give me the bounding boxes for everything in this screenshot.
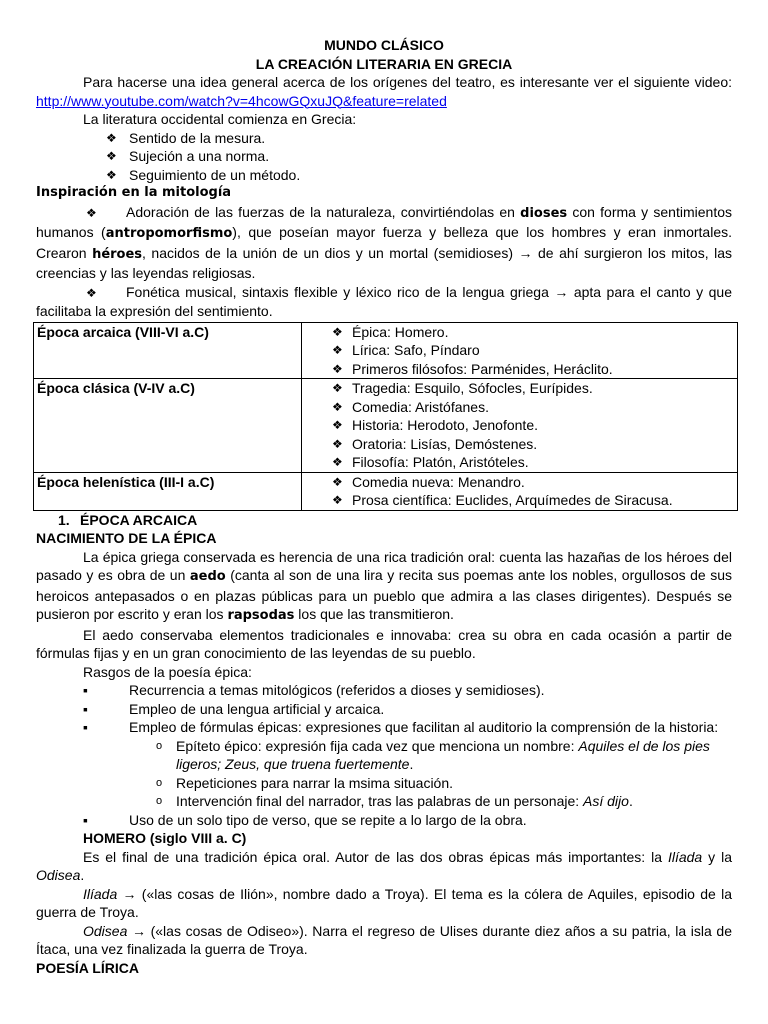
mitologia-paragraph-2: ❖ Fonética musical, sintaxis flexible y léxico rico de la lengua griega → apta para el canto y que facilitaba la expresión del sentimiento. (36, 283, 732, 319)
list-item: ❖ Comedia: Aristófanes. (332, 398, 734, 417)
intro-paragraph-2: La literatura occidental comienza en Grecia: (83, 111, 357, 127)
intro-text: Para hacerse una idea general acerca de los orígenes del teatro, es interesante ver el siguiente video: (83, 74, 732, 90)
list-item: ❖ Épica: Homero. (332, 323, 734, 342)
epoch-cell: Época helenística (III-I a.C) (34, 472, 302, 510)
document-page (36, 36, 732, 977)
formulas-list (36, 737, 732, 811)
homero-paragraph-3: Odisea → («las cosas de Odiseo»). Narra el regreso de Ulises durante diez años a su patria, la isla de Ítaca, una vez finalizada la guerra de Troya. (36, 922, 732, 957)
list-item: ▪ Recurrencia a temas mitológicos (referidos a dioses y semidioses). (36, 681, 732, 700)
rasgos-list (36, 681, 732, 737)
table-row (34, 322, 738, 379)
list-item: o Intervención final del narrador, tras las palabras de un personaje: Así dijo. (176, 792, 732, 811)
epoch-cell: Época clásica (V-IV a.C) (34, 379, 302, 473)
mitologia-paragraph-1: ❖ Adoración de las fuerzas de la naturaleza, convirtiéndolas en dioses con forma y sentimientos humanos (antropomorfismo), que poseían mayor fuerza y belleza que los hombres y eran inmortales. Crearon héroes, nacidos de la unión de un dios y un mortal (semidioses) → de ahí surgieron los mitos, las creencias y las leyendas religiosas. (36, 203, 733, 281)
epica-paragraph-2: El aedo conservaba elementos tradicionales e innovaba: crea su obra en cada ocasión a partir de fórmulas fijas y en un gran conocimiento de las leyendas de su pueblo. (36, 626, 732, 661)
heading-lirica: POESÍA LÍRICA (36, 959, 139, 976)
list-item: ❖ Sentido de la mesura. (106, 129, 732, 148)
list-item: o Repeticiones para narrar la msima situación. (176, 774, 732, 793)
list-item: ❖ Lírica: Safo, Píndaro (332, 341, 734, 360)
list-item: ▪ Empleo de una lengua artificial y arcaica. (36, 700, 732, 719)
authors-cell (302, 322, 738, 379)
subheading-epica: NACIMIENTO DE LA ÉPICA (36, 530, 217, 546)
epoch-cell: Época arcaica (VIII-VI a.C) (34, 322, 302, 379)
homero-paragraph-2: Ilíada → («las cosas de Ilión», nombre dado a Troya). El tema es la cólera de Aquiles, episodio de la guerra de Troya. (36, 885, 732, 920)
list-item: ❖ Tragedia: Esquilo, Sófocles, Eurípides. (332, 379, 734, 398)
section-number: 1. (58, 511, 70, 528)
video-link[interactable]: http://www.youtube.com/watch?v=4hcowGQxuJQ&feature=related (36, 92, 447, 109)
list-item: ❖ Primeros filósofos: Parménides, Heráclito. (332, 360, 734, 379)
intro-bullet-list (36, 129, 732, 185)
authors-cell (302, 379, 738, 473)
list-item: ❖ Seguimiento de un método. (106, 166, 732, 185)
rasgos-list-cont (36, 811, 732, 830)
epica-paragraph-3: Rasgos de la poesía épica: (83, 663, 252, 680)
list-item: ❖ Oratoria: Lisías, Demóstenes. (332, 435, 734, 454)
list-item: ❖ Filosofía: Platón, Aristóteles. (332, 453, 734, 472)
table-row (34, 472, 738, 510)
authors-cell (302, 472, 738, 510)
list-item: ▪ Uso de un solo tipo de verso, que se repite a lo largo de la obra. (36, 811, 732, 830)
doc-subtitle: LA CREACIÓN LITERARIA EN GRECIA (255, 55, 513, 72)
epica-paragraph-1: La épica griega conservada es herencia de una rica tradición oral: cuenta las hazañas de los héroes del pasado y es obra de un aedo (canta al son de una lira y recita sus poemas ante los nobles, orgullosos de sus heroicos antepasados o en plazas públicas para un pueblo que admira a las clases dirigentes). Después se pusieron por escrito y eran los rapsodas los que las transmitieron. (36, 548, 732, 623)
list-item: ❖ Sujeción a una norma. (106, 147, 732, 166)
list-item: ❖ Prosa científica: Euclides, Arquímedes de Siracusa. (332, 491, 734, 510)
list-item: ▪ Empleo de fórmulas épicas: expresiones que facilitan al auditorio la comprensión de la historia: (36, 718, 732, 737)
epochs-table (33, 322, 738, 511)
heading-homero: HOMERO (siglo VIII a. C) (83, 830, 247, 846)
intro-paragraph (36, 73, 732, 110)
list-item: ❖ Historia: Herodoto, Jenofonte. (332, 416, 734, 435)
section-heading-mitologia: Inspiración en la mitología (36, 185, 232, 200)
list-item: ❖ Comedia nueva: Menandro. (332, 473, 734, 492)
section-heading-arcaica: 1. ÉPOCA ARCAICA (58, 511, 198, 528)
homero-paragraph-1: Es el final de una tradición épica oral. Autor de las dos obras épicas más importantes: la Ilíada y la Odisea. (36, 848, 732, 883)
list-item: o Epíteto épico: expresión fija cada vez que menciona un nombre: Aquiles el de los pies ligeros; Zeus, que truena fuertemente. (176, 737, 732, 774)
doc-title: MUNDO CLÁSICO (324, 37, 444, 53)
table-row (34, 379, 738, 473)
